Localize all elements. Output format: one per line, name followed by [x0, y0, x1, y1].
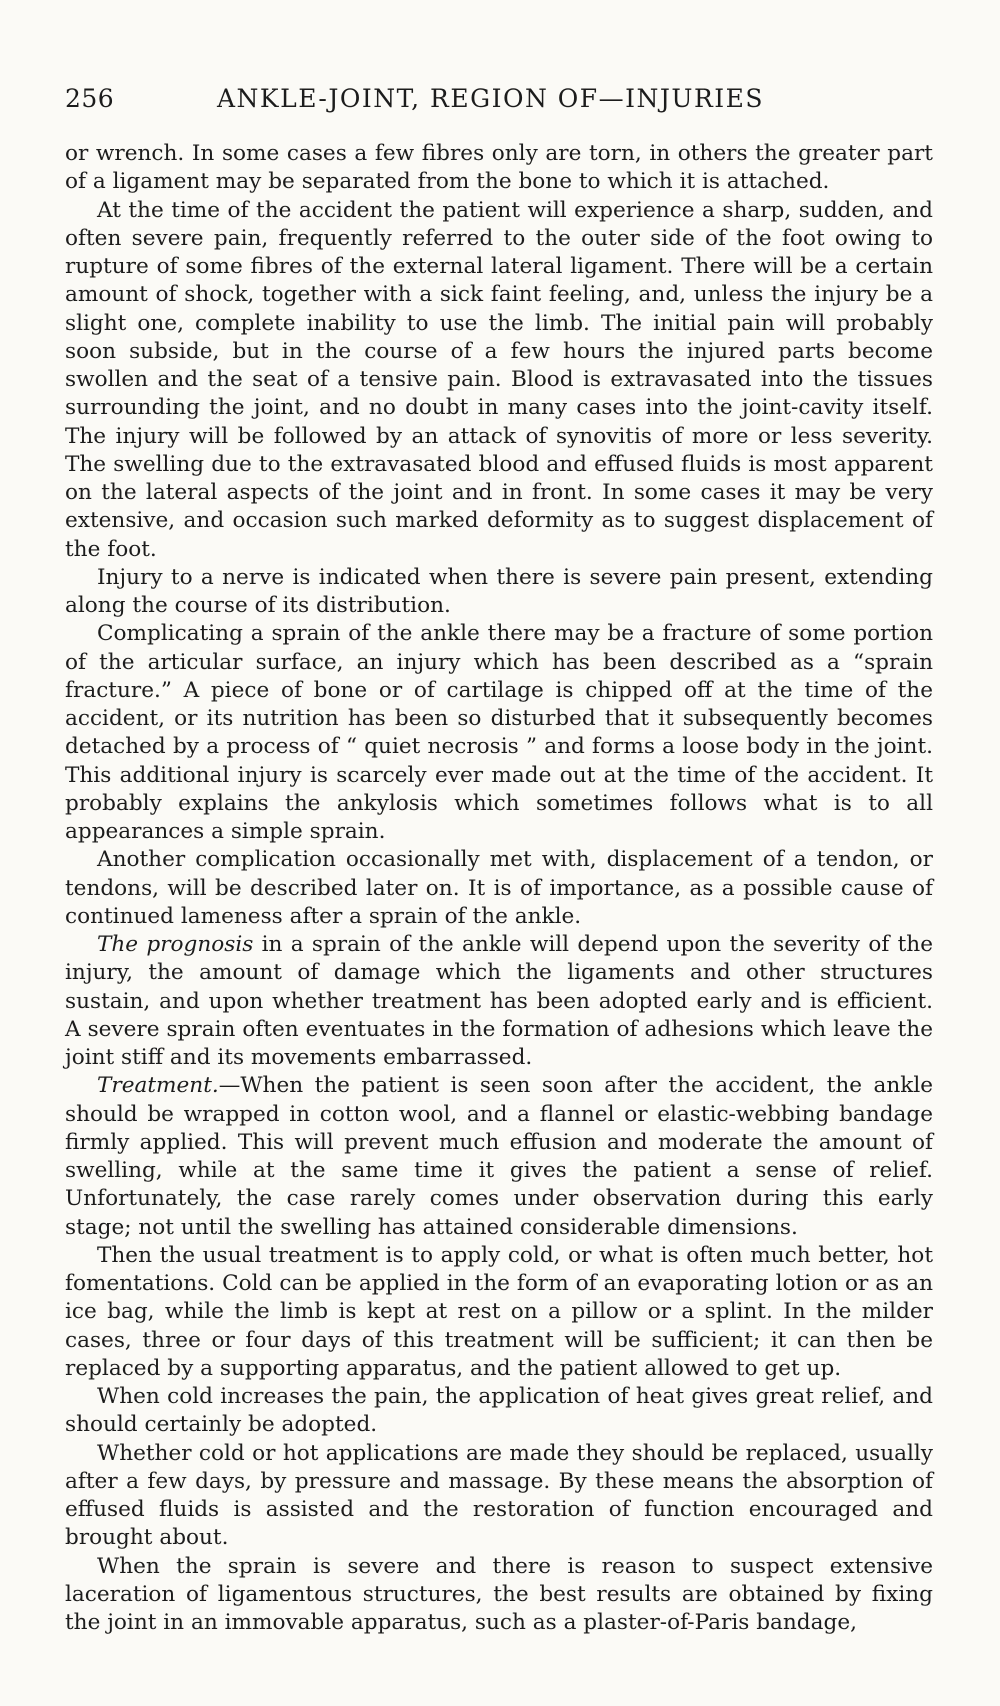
paragraph-text: Then the usual treatment is to apply cold, or what is often much better, hot fomentations. Cold can be applied in the form of an evaporating lotion or as an ice bag, while the limb is kept at rest on a pillow or a splint. In the milder cases, three or four days of this treatment will be sufficient; it can then be replaced by a supporting apparatus, and the patient allowed to get up. — [65, 1242, 933, 1381]
paragraph-text: Complicating a sprain of the ankle there may be a fracture of some portion of the articular surface, an injury which has been described as a “sprain fracture.” A piece of bone or of cartilage is chipped off at the time of the accident, or its nutrition has been so disturbed that it subsequently becomes detached by a process of “ quiet necrosis ” and forms a loose body in the joint. This additional injury is scarcely ever made out at the time of the accident. It probably explains the ankylosis which sometimes follows what is to all appearances a simple sprain. — [65, 621, 933, 844]
paragraph — [65, 197, 933, 564]
running-head — [65, 84, 935, 124]
running-title: ANKLE-JOINT, REGION OF—INJURIES — [217, 84, 765, 113]
paragraph-text: Whether cold or hot applications are made they should be replaced, usually after a few days, by pressure and massage. By these means the absorption of effused fluids is assisted and the restoration of function encouraged and brought about. — [65, 1440, 933, 1551]
paragraph-text: When the sprain is severe and there is reason to suspect extensive laceration of ligamentous structures, the best results are obtained by fixing the joint in an immovable apparatus, such as a plaster-of-Paris bandage, — [65, 1553, 933, 1635]
paragraph — [65, 1383, 933, 1440]
paragraph — [65, 1553, 933, 1638]
paragraph — [65, 140, 933, 197]
section-lead-treatment: Treatment. — [97, 1073, 219, 1099]
page-number: 256 — [65, 84, 115, 113]
body-text — [65, 140, 933, 1637]
paragraph — [65, 1072, 933, 1242]
section-lead-prognosis: The prognosis — [97, 932, 254, 957]
paragraph — [65, 1242, 933, 1383]
paragraph-text: Injury to a nerve is indicated when there is severe pain present, extending along the course of its distribution. — [65, 564, 933, 618]
paragraph — [65, 564, 933, 621]
paragraph — [65, 846, 933, 931]
paragraph — [65, 1440, 933, 1553]
paragraph-text: Another complication occasionally met with, displacement of a tendon, or tendons, will be described later on. It is of importance, as a possible cause of continued lameness after a sprain of the ankle. — [65, 847, 933, 929]
paragraph — [65, 620, 933, 846]
paragraph-text: or wrench. In some cases a few fibres only are torn, in others the greater part of a ligament may be separated from the bone to which it is attached. — [65, 141, 933, 195]
paragraph-text: —When the patient is seen soon after the accident, the ankle should be wrapped in cotton wool, and a flannel or elastic-webbing bandage firmly applied. This will prevent much effusion and moderate the amount of swelling, while at the same time it gives the patient a sense of relief. Unfortunately, the case rarely comes under observation during this early stage; not until the swelling has attained considerable dimensions. — [65, 1073, 933, 1240]
paragraph-text: in a sprain of the ankle will depend upon the severity of the injury, the amount of damage which the ligaments and other structures sustain, and upon whether treatment has been adopted early and is efficient. A severe sprain often eventuates in the formation of adhesions which leave the joint stiff and its movements embarrassed. — [65, 932, 933, 1070]
paragraph-text: When cold increases the pain, the application of heat gives great relief, and should certainly be adopted. — [65, 1384, 933, 1438]
paragraph-text: At the time of the accident the patient will experience a sharp, sudden, and often severe pain, frequently referred to the outer side of the foot owing to rupture of some fibres of the external lateral ligament. There will be a certain amount of shock, together with a sick faint feeling, and, unless the injury be a slight one, complete inability to use the limb. The initial pain will probably soon subside, but in the course of a few hours the injured parts become swollen and the seat of a tensive pain. Blood is extravasated into the tissues surrounding the joint, and no doubt in many cases into the joint-cavity itself. The injury will be followed by an attack of synovitis of more or less severity. The swelling due to the extravasated blood and effused fluids is most apparent on the lateral aspects of the joint and in front. In some cases it may be very extensive, and occasion such marked deformity as to suggest displacement of the foot. — [65, 197, 933, 562]
paragraph — [65, 931, 933, 1072]
